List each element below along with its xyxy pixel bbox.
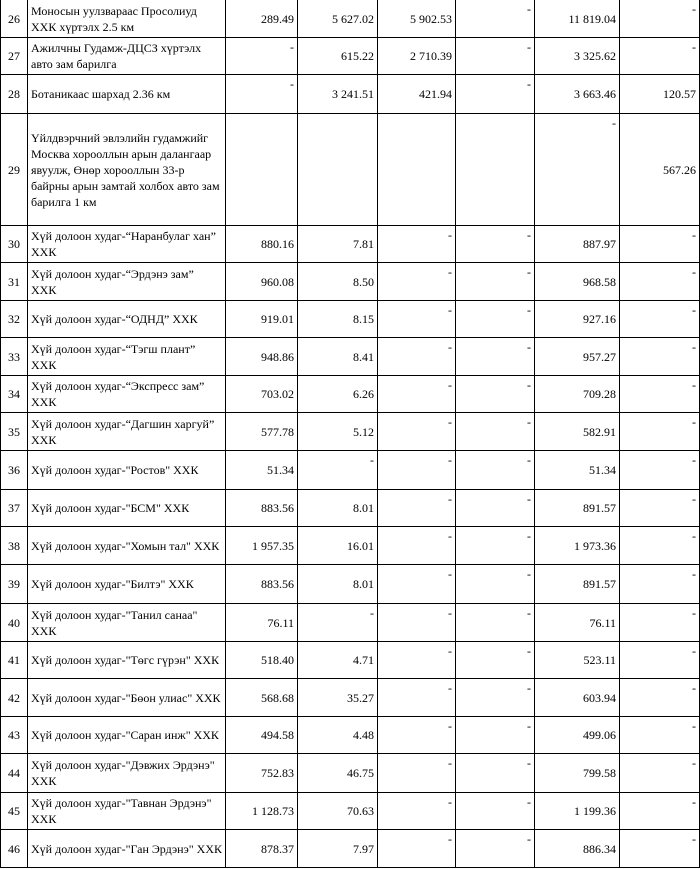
amount-col-5-cell: 76.11 [535,604,620,642]
amount-col-6-cell: - [620,376,700,413]
table-row [1,226,700,263]
amount-col-5-cell: 3 663.46 [535,75,620,114]
row-number: 41 [1,642,28,679]
amount-col-2-cell: 8.15 [298,301,378,338]
project-name: Хүй долоон худаг-“Тэгш плант” ХХК [28,338,226,376]
amount-col-4-cell: - [456,793,535,830]
table-body [1,0,700,868]
amount-col-3-cell: 2 710.39 [378,38,456,75]
amount-col-6-cell: - [620,413,700,451]
amount-col-5-cell: 523.11 [535,642,620,679]
project-name: Хүй долоон худаг-"Төгс гүрэн" ХХК [28,642,226,679]
amount-col-5-cell: 886.34 [535,830,620,868]
amount-col-1-cell: 76.11 [226,604,298,642]
amount-col-1-cell: 883.56 [226,565,298,604]
amount-col-2-cell: 4.48 [298,717,378,754]
project-name: Хүй долоон худаг-"Ган Эрдэнэ" ХХК [28,830,226,868]
amount-col-3-cell: - [378,413,456,451]
amount-col-3-cell: - [378,793,456,830]
amount-col-1-cell: 703.02 [226,376,298,413]
amount-col-2-cell: 8.50 [298,263,378,301]
amount-col-5-cell: 582.91 [535,413,620,451]
amount-col-6-cell: - [620,604,700,642]
row-number: 45 [1,793,28,830]
row-number: 42 [1,679,28,717]
amount-col-1-cell: - [226,38,298,75]
project-name: Хүй долоон худаг-"Ростов" ХХК [28,451,226,490]
amount-col-6-cell: - [620,490,700,527]
project-name: Хүй долоон худаг-"Саран инж" ХХК [28,717,226,754]
amount-col-4-cell: - [456,38,535,75]
amount-col-2-cell: 70.63 [298,793,378,830]
amount-col-6-cell: - [620,0,700,38]
table-row [1,301,700,338]
amount-col-4-cell: - [456,451,535,490]
table-row [1,263,700,301]
amount-col-6-cell: - [620,263,700,301]
amount-col-2-cell: 6.26 [298,376,378,413]
project-name: Хүй долоон худаг-“Эрдэнэ зам” ХХК [28,263,226,301]
table-row [1,830,700,868]
row-number: 31 [1,263,28,301]
amount-col-1-cell: 577.78 [226,413,298,451]
project-name: Үйлдвэрчний эвлэлийн гудамжийг Москва хорооллын арын далангаар явуулж, Өнөр хорооллын 33-р байрны арын замтай холбох авто зам барилга 1 км [28,114,226,226]
table-row [1,754,700,793]
row-number: 33 [1,338,28,376]
table-row [1,376,700,413]
amount-col-4-cell [456,114,535,226]
amount-col-5-cell: 927.16 [535,301,620,338]
amount-col-4-cell: - [456,754,535,793]
project-name: Ботаникаас шархад 2.36 км [28,75,226,114]
row-number: 30 [1,226,28,263]
amount-col-6-cell: - [620,301,700,338]
amount-col-2-cell: 8.01 [298,565,378,604]
amount-col-6-cell: - [620,565,700,604]
table-row [1,490,700,527]
amount-col-1-cell: 518.40 [226,642,298,679]
amount-col-2-cell: 8.01 [298,490,378,527]
amount-col-3-cell: 421.94 [378,75,456,114]
amount-col-2-cell: 7.81 [298,226,378,263]
amount-col-2-cell: 5.12 [298,413,378,451]
table-row [1,604,700,642]
amount-col-2-cell [298,114,378,226]
amount-col-3-cell: - [378,830,456,868]
amount-col-5-cell: 891.57 [535,565,620,604]
amount-col-1-cell: 960.08 [226,263,298,301]
amount-col-4-cell: - [456,679,535,717]
amount-col-1-cell: - [226,75,298,114]
row-number: 44 [1,754,28,793]
project-name: Хүй долоон худаг-"Танил санаа" ХХК [28,604,226,642]
row-number: 32 [1,301,28,338]
amount-col-4-cell: - [456,604,535,642]
amount-col-3-cell: - [378,263,456,301]
amount-col-6-cell: - [620,226,700,263]
amount-col-1-cell: 919.01 [226,301,298,338]
amount-col-2-cell: 35.27 [298,679,378,717]
row-number: 29 [1,114,28,226]
project-name: Хүй долоон худаг-"Дэвжих Эрдэнэ" ХХК [28,754,226,793]
table-row [1,114,700,226]
amount-col-2-cell: - [298,451,378,490]
amount-col-6-cell: - [620,38,700,75]
project-name: Хүй долоон худаг-"Тавнан Эрдэнэ" ХХК [28,793,226,830]
row-number: 28 [1,75,28,114]
amount-col-4-cell: - [456,0,535,38]
amount-col-1-cell: 878.37 [226,830,298,868]
row-number: 40 [1,604,28,642]
row-number: 39 [1,565,28,604]
amount-col-1-cell: 289.49 [226,0,298,38]
amount-col-3-cell: - [378,754,456,793]
amount-col-6-cell: - [620,338,700,376]
amount-col-5-cell: 51.34 [535,451,620,490]
amount-col-4-cell: - [456,490,535,527]
amount-col-2-cell: 615.22 [298,38,378,75]
project-name: Хүй долоон худаг-“Экспресс зам” ХХК [28,376,226,413]
amount-col-3-cell: - [378,565,456,604]
amount-col-1-cell: 948.86 [226,338,298,376]
amount-col-1-cell: 883.56 [226,490,298,527]
amount-col-4-cell: - [456,75,535,114]
amount-col-1-cell: 1 128.73 [226,793,298,830]
row-number: 36 [1,451,28,490]
project-name: Хүй долоон худаг-“Наранбулаг хан” ХХК [28,226,226,263]
amount-col-3-cell: - [378,338,456,376]
amount-col-4-cell: - [456,527,535,565]
amount-col-3-cell: - [378,717,456,754]
table-row [1,717,700,754]
project-name: Хүй долоон худаг-"Билтэ" ХХК [28,565,226,604]
amount-col-4-cell: - [456,263,535,301]
amount-col-5-cell: 1 199.36 [535,793,620,830]
amount-col-5-cell: 887.97 [535,226,620,263]
amount-col-3-cell: - [378,451,456,490]
amount-col-3-cell: 5 902.53 [378,0,456,38]
table-row [1,38,700,75]
amount-col-3-cell: - [378,679,456,717]
row-number: 26 [1,0,28,38]
amount-col-1-cell: 494.58 [226,717,298,754]
amount-col-5-cell: 968.58 [535,263,620,301]
row-number: 27 [1,38,28,75]
amount-col-3-cell: - [378,527,456,565]
amount-col-5-cell: - [535,114,620,226]
project-name: Ажилчны Гудамж-ДЦСЗ хүртэлх авто зам барилга [28,38,226,75]
project-name: Моносын уулзвараас Просолиуд ХХК хүртэлх 2.5 км [28,0,226,38]
amount-col-1-cell [226,114,298,226]
table-row [1,793,700,830]
amount-col-1-cell: 880.16 [226,226,298,263]
table-row [1,413,700,451]
row-number: 46 [1,830,28,868]
amount-col-2-cell: 8.41 [298,338,378,376]
amount-col-6-cell: 567.26 [620,114,700,226]
amount-col-3-cell: - [378,376,456,413]
amount-col-4-cell: - [456,226,535,263]
amount-col-5-cell: 891.57 [535,490,620,527]
table-row [1,642,700,679]
row-number: 34 [1,376,28,413]
row-number: 43 [1,717,28,754]
amount-col-6-cell: - [620,642,700,679]
amount-col-5-cell: 11 819.04 [535,0,620,38]
project-name: Хүй долоон худаг-“ОДНД” ХХК [28,301,226,338]
amount-col-5-cell: 709.28 [535,376,620,413]
amount-col-6-cell: - [620,679,700,717]
amount-col-5-cell: 603.94 [535,679,620,717]
amount-col-4-cell: - [456,565,535,604]
project-name: Хүй долоон худаг-“Дагшин харгуй” ХХК [28,413,226,451]
row-number: 35 [1,413,28,451]
amount-col-2-cell: - [298,604,378,642]
amount-col-2-cell: 3 241.51 [298,75,378,114]
amount-col-6-cell: 120.57 [620,75,700,114]
amount-col-1-cell: 51.34 [226,451,298,490]
amount-col-4-cell: - [456,376,535,413]
amount-col-3-cell: - [378,604,456,642]
amount-col-2-cell: 5 627.02 [298,0,378,38]
row-number: 38 [1,527,28,565]
amount-col-6-cell: - [620,451,700,490]
amount-col-3-cell [378,114,456,226]
project-name: Хүй долоон худаг-"Бөон улиас" ХХК [28,679,226,717]
amount-col-2-cell: 4.71 [298,642,378,679]
amount-col-5-cell: 499.06 [535,717,620,754]
table-row [1,679,700,717]
amount-col-3-cell: - [378,301,456,338]
amount-col-4-cell: - [456,717,535,754]
table-row [1,451,700,490]
amount-col-1-cell: 1 957.35 [226,527,298,565]
table-row [1,338,700,376]
amount-col-1-cell: 752.83 [226,754,298,793]
amount-col-5-cell: 957.27 [535,338,620,376]
amount-col-6-cell: - [620,717,700,754]
amount-col-6-cell: - [620,754,700,793]
amount-col-2-cell: 46.75 [298,754,378,793]
amount-col-3-cell: - [378,226,456,263]
amount-col-5-cell: 1 973.36 [535,527,620,565]
table-row [1,0,700,38]
amount-col-3-cell: - [378,642,456,679]
project-name: Хүй долоон худаг-"Хомын тал" ХХК [28,527,226,565]
amount-col-4-cell: - [456,301,535,338]
amount-col-4-cell: - [456,830,535,868]
amount-col-3-cell: - [378,490,456,527]
amount-col-2-cell: 16.01 [298,527,378,565]
amount-col-4-cell: - [456,642,535,679]
amount-col-4-cell: - [456,338,535,376]
amount-col-5-cell: 799.58 [535,754,620,793]
table-row [1,75,700,114]
amount-col-6-cell: - [620,527,700,565]
table-row [1,527,700,565]
row-number: 37 [1,490,28,527]
amount-col-6-cell: - [620,793,700,830]
amount-col-4-cell: - [456,413,535,451]
amount-col-2-cell: 7.97 [298,830,378,868]
table-row [1,565,700,604]
amount-col-6-cell: - [620,830,700,868]
project-name: Хүй долоон худаг-"БСМ" ХХК [28,490,226,527]
amount-col-5-cell: 3 325.62 [535,38,620,75]
amount-col-1-cell: 568.68 [226,679,298,717]
